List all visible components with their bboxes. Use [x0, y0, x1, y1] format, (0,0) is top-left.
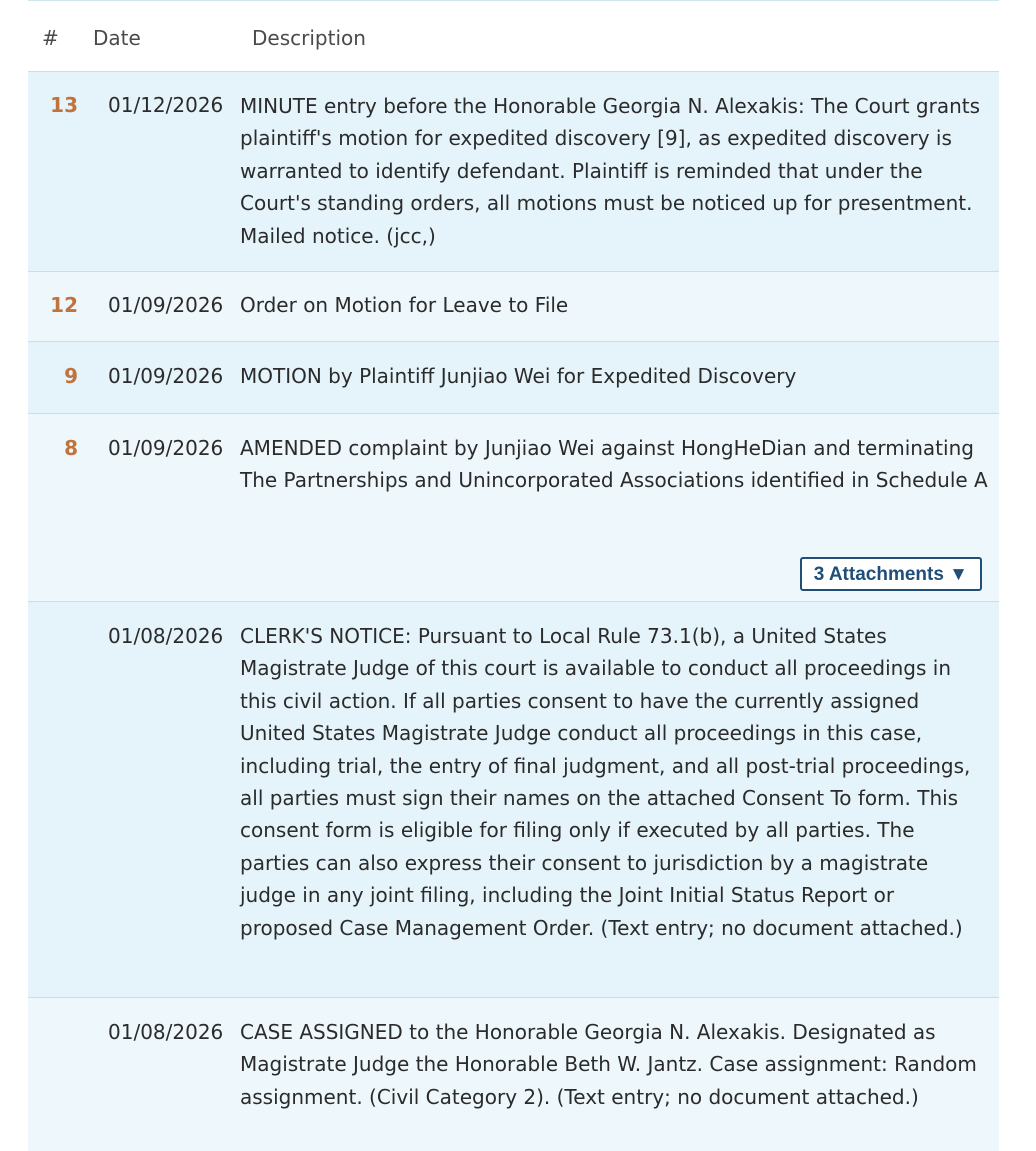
docket-entry-9 [28, 342, 999, 414]
entry-description: Order on Motion for Leave to File [240, 293, 569, 317]
entry-date: 01/12/2026 [108, 93, 224, 117]
column-header-date: Date [93, 26, 141, 50]
attachments-dropdown-button[interactable]: 3 Attachments ▼ [800, 557, 982, 591]
entry-date: 01/08/2026 [108, 624, 224, 648]
entry-description: CLERK'S NOTICE: Pursuant to Local Rule 73.1(b), a United States Magistrate Judge of this court is available to conduct all proceedings in this civil action. If all parties consent to have the currently assigned United States Magistrate Judge conduct all proceedings in this case, including trial, the entry of final judgment, and all post-trial proceedings, all parties must sign their names on the attached Consent To form. This consent form is eligible for filing only if executed by all parties. The parties can also express their consent to jurisdiction by a magistrate judge in any joint filing, including the Joint Initial Status Report or proposed Case Management Order. (Text entry; no document attached.) [240, 624, 971, 940]
entry-number[interactable]: 12 [50, 293, 78, 317]
docket-entry-12 [28, 272, 999, 342]
entry-description: MOTION by Plaintiff Junjiao Wei for Expedited Discovery [240, 364, 797, 388]
entry-date: 01/09/2026 [108, 364, 224, 388]
docket-entry-8 [28, 414, 999, 602]
entry-description: CASE ASSIGNED to the Honorable Georgia N. Alexakis. Designated as Magistrate Judge the Honorable Beth W. Jantz. Case assignment: Random assignment. (Civil Category 2). (Text entry; no document attached.) [240, 1020, 977, 1109]
column-header-number: # [42, 26, 59, 50]
entry-number[interactable]: 9 [64, 364, 78, 388]
docket-entry-13 [28, 72, 999, 272]
table-header [28, 2, 999, 73]
entry-number[interactable]: 8 [64, 436, 78, 460]
entry-date: 01/08/2026 [108, 1020, 224, 1044]
entry-date: 01/09/2026 [108, 436, 224, 460]
entry-date: 01/09/2026 [108, 293, 224, 317]
column-header-description: Description [252, 26, 366, 50]
docket-table [28, 0, 999, 1151]
docket-entry-case-assigned [28, 998, 999, 1151]
entry-description: MINUTE entry before the Honorable Georgia N. Alexakis: The Court grants plaintiff's motion for expedited discovery [9], as expedited discovery is warranted to identify defendant. Plaintiff is reminded that under the Court's standing orders, all motions must be noticed up for presentment. Mailed notice. (jcc,) [240, 94, 981, 248]
entry-description: AMENDED complaint by Junjiao Wei against HongHeDian and terminating The Partnerships and Unincorporated Associations identified in Schedule A [240, 436, 988, 493]
docket-entry-clerks-notice [28, 602, 999, 998]
entry-number[interactable]: 13 [50, 93, 78, 117]
